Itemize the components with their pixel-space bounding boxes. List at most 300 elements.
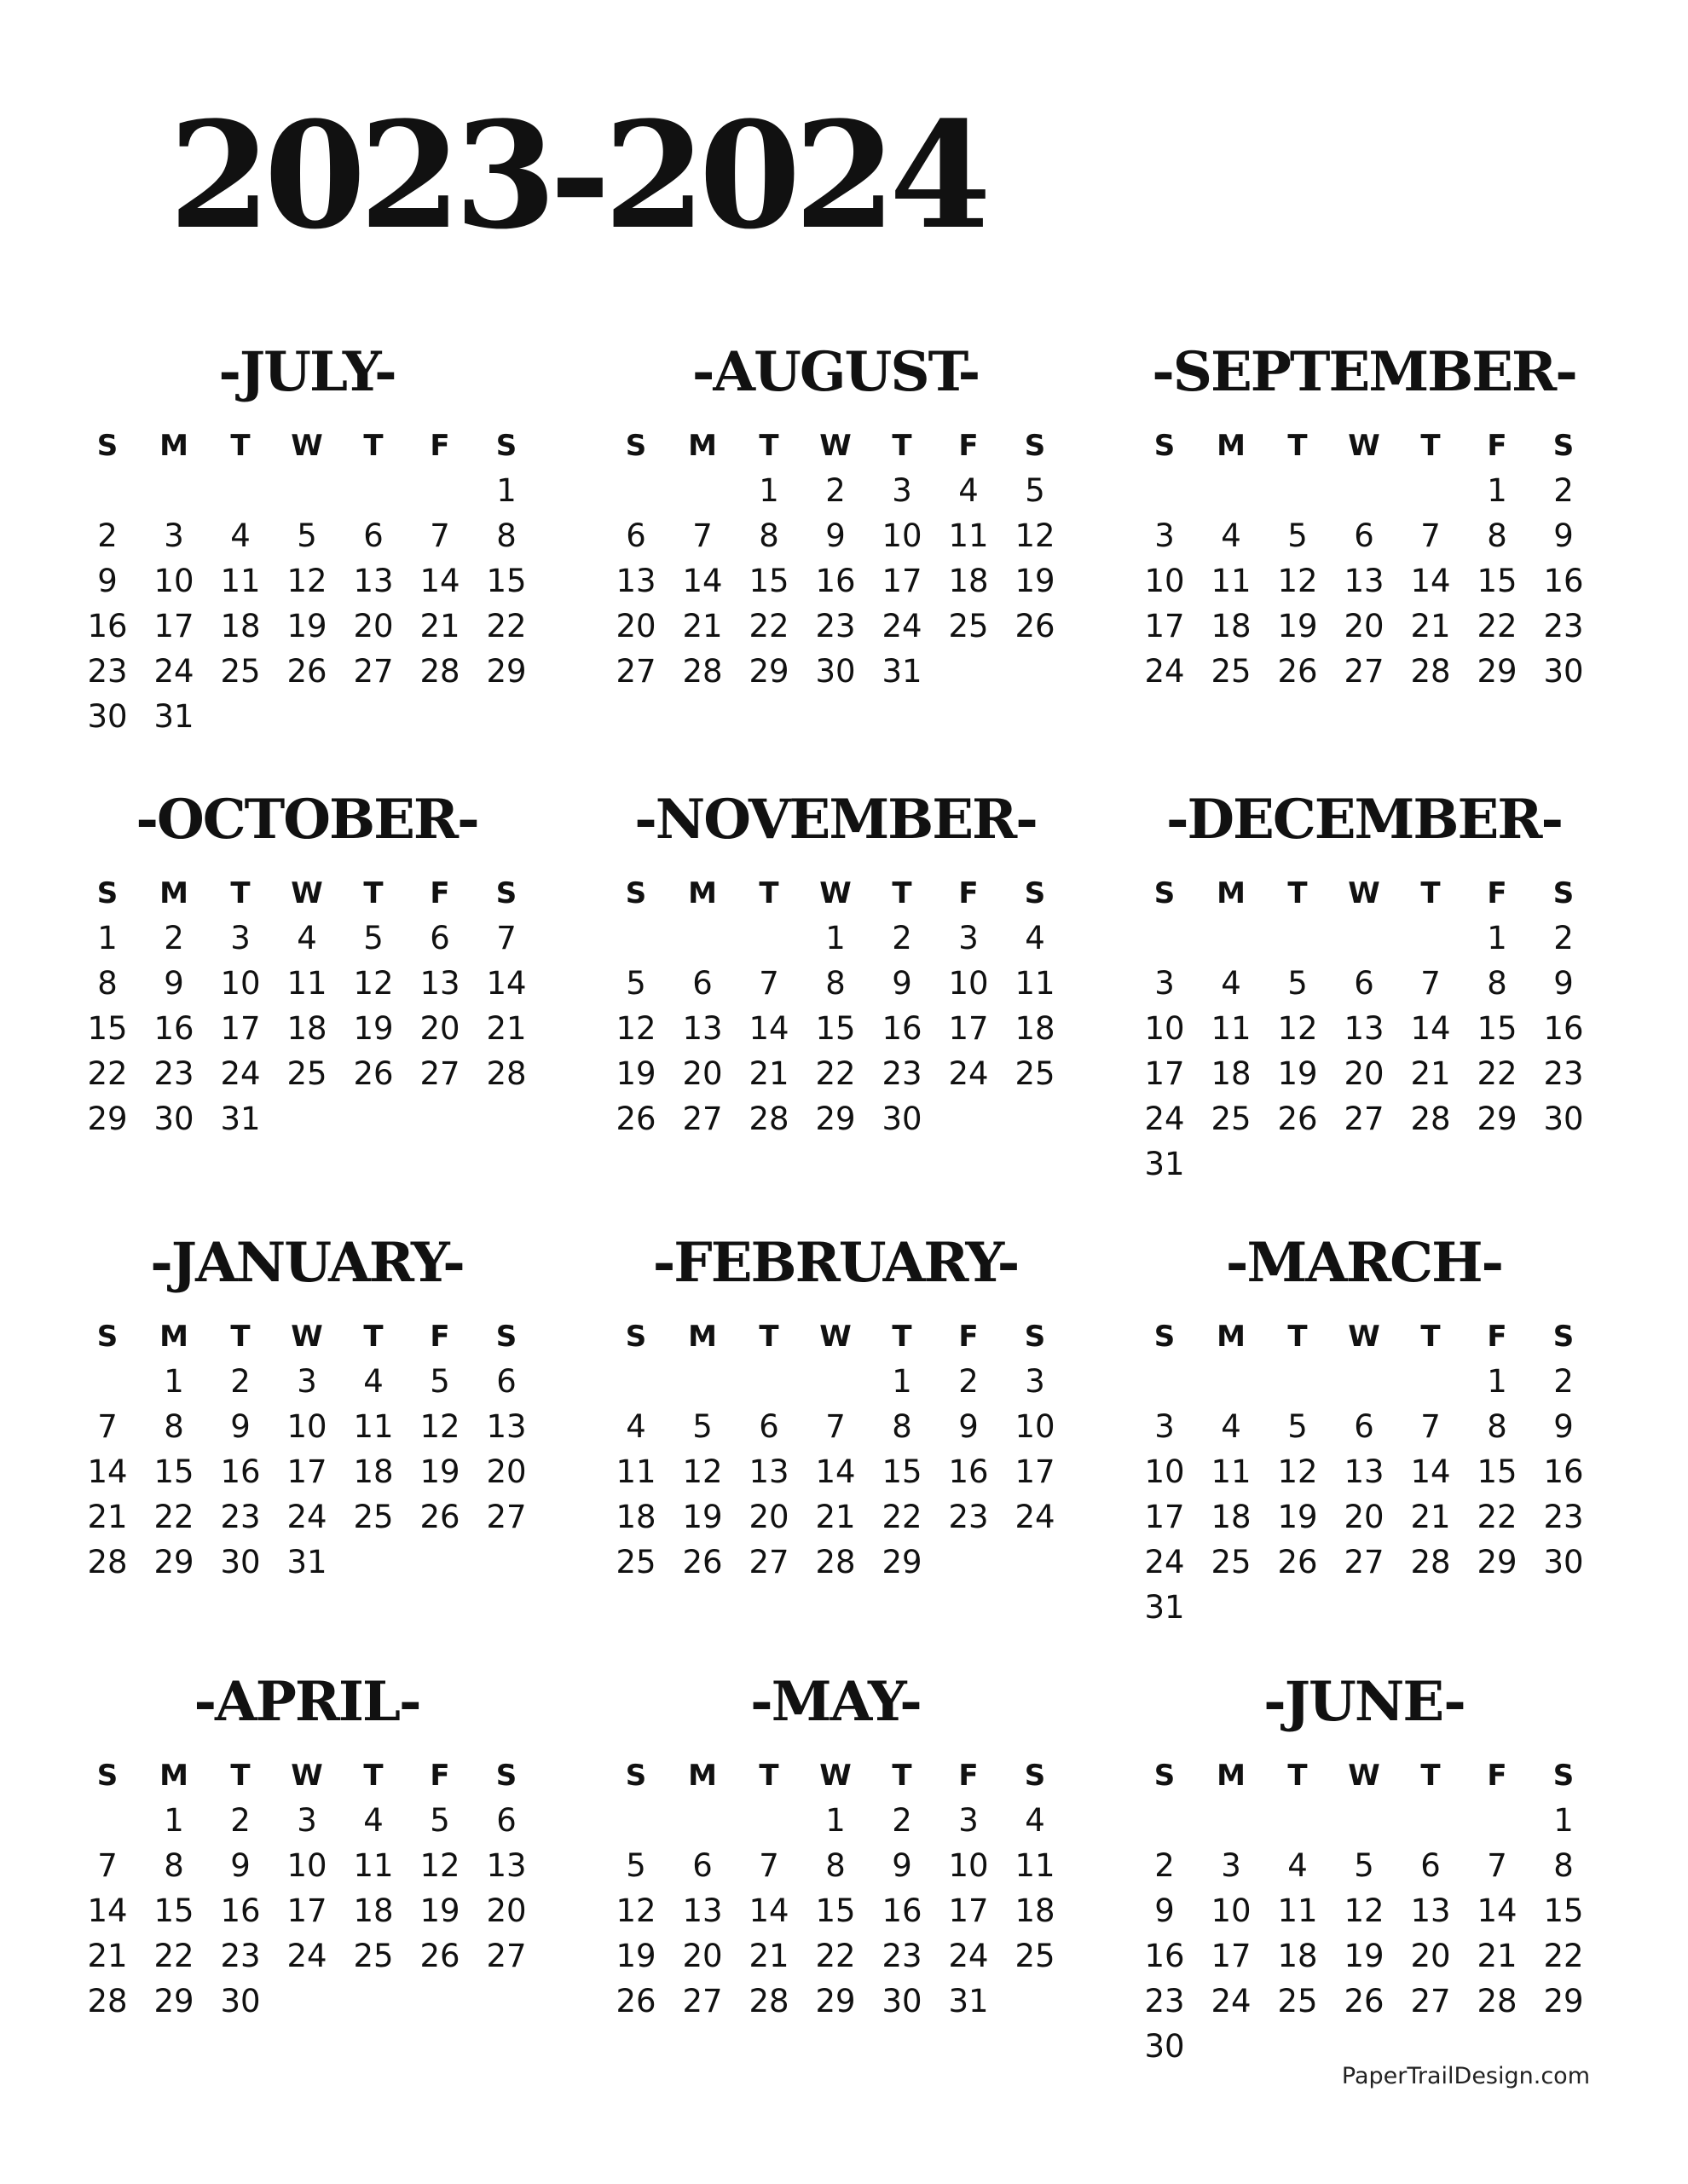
day-cell: 28 [1410,653,1451,690]
empty-cell [1198,1798,1264,1843]
day-cell: 19 [1277,608,1318,644]
day-cell: 17 [882,563,922,599]
month-block [1125,340,1603,694]
day-cell: 15 [87,1010,128,1047]
day-cell: 25 [1277,1983,1318,2019]
day-cell: 13 [1344,1010,1385,1047]
day-cell: 6 [692,1847,713,1884]
day-cell: 22 [153,1938,194,1974]
month-title: -MARCH- [1225,1231,1503,1295]
weekday-label: T [1420,876,1441,910]
day-cell: 19 [353,1010,394,1047]
day-cell: 30 [220,1983,261,2019]
weekday-label: F [1487,1320,1507,1354]
day-cell: 2 [97,517,118,554]
day-cell: 17 [1015,1453,1055,1490]
day-cell: 26 [1344,1983,1385,2019]
day-cell: 14 [87,1892,128,1929]
day-cell: 21 [749,1055,789,1092]
day-cell: 23 [1543,608,1584,644]
day-cell: 1 [825,920,846,956]
month-title: -AUGUST- [691,340,980,404]
day-cell: 27 [419,1055,460,1092]
day-cell: 4 [230,517,251,554]
weekday-label: F [1487,876,1507,910]
day-cell: 20 [1344,608,1385,644]
day-cell: 7 [97,1847,118,1884]
day-cell: 12 [1277,563,1318,599]
weekday-label: W [1348,876,1380,910]
day-cell: 6 [692,965,713,1002]
weekday-label: M [159,429,188,463]
month-title: -OCTOBER- [136,788,478,852]
day-cell: 9 [1553,965,1574,1002]
day-cell: 19 [1277,1055,1318,1092]
day-cell: 19 [286,608,327,644]
day-cell: 24 [1144,1544,1185,1580]
weekday-label: T [230,876,251,910]
day-cell: 12 [419,1847,460,1884]
day-cell: 21 [749,1938,789,1974]
day-cell: 4 [297,920,317,956]
weekday-label: S [495,1759,517,1793]
day-cell: 11 [1211,1453,1252,1490]
day-cell: 14 [1410,1453,1451,1490]
day-cell: 30 [87,698,128,735]
day-cell: 13 [749,1453,789,1490]
day-cell: 6 [496,1363,517,1400]
weekday-label: F [1487,429,1507,463]
day-cell: 12 [1277,1010,1318,1047]
weekday-label: M [159,1759,188,1793]
weekday-label: S [1024,876,1046,910]
day-cell: 6 [1354,517,1374,554]
empty-cell [340,468,407,513]
day-cell: 9 [958,1408,979,1445]
day-cell: 25 [220,653,261,690]
day-cell: 1 [97,920,118,956]
day-cell: 9 [97,563,118,599]
day-cell: 16 [153,1010,194,1047]
day-cell: 24 [1015,1499,1055,1535]
day-cell: 8 [1487,517,1507,554]
day-cell: 2 [892,920,912,956]
day-cell: 16 [1543,1010,1584,1047]
day-cell: 28 [1477,1983,1517,2019]
day-cell: 15 [153,1892,194,1929]
day-cell: 24 [1211,1983,1252,2019]
day-cell: 4 [1221,1408,1241,1445]
day-cell: 27 [616,653,656,690]
day-cell: 3 [1154,965,1175,1002]
empty-cell [1131,916,1198,961]
day-cell: 7 [825,1408,846,1445]
day-cell: 8 [164,1847,184,1884]
day-cell: 13 [616,563,656,599]
empty-cell [1131,1798,1198,1843]
day-cell: 13 [682,1892,723,1929]
empty-cell [736,916,802,961]
day-cell: 16 [1144,1938,1185,1974]
day-cell: 15 [153,1453,194,1490]
weekday-label: S [1024,1759,1046,1793]
day-cell: 26 [1277,1544,1318,1580]
weekday-label: S [96,1320,119,1354]
day-cell: 11 [353,1408,394,1445]
weekday-label: T [892,1320,912,1354]
day-cell: 27 [1344,1544,1385,1580]
day-cell: 22 [749,608,789,644]
day-cell: 6 [1420,1847,1441,1884]
day-cell: 11 [1015,965,1055,1002]
day-cell: 14 [419,563,460,599]
day-cell: 25 [1211,1101,1252,1137]
empty-cell [74,468,141,513]
day-cell: 5 [1287,517,1308,554]
day-cell: 15 [815,1892,856,1929]
day-cell: 23 [1144,1983,1185,2019]
weekday-label: T [892,1759,912,1793]
day-cell: 26 [1015,608,1055,644]
day-cell: 31 [1144,1589,1185,1626]
weekday-label: T [230,1320,251,1354]
day-cell: 3 [297,1363,317,1400]
day-cell: 15 [1543,1892,1584,1929]
day-cell: 5 [430,1802,450,1839]
day-cell: 8 [825,965,846,1002]
day-cell: 19 [682,1499,723,1535]
day-cell: 6 [430,920,450,956]
day-cell: 7 [496,920,517,956]
empty-cell [603,916,669,961]
day-cell: 20 [353,608,394,644]
day-cell: 7 [1420,1408,1441,1445]
month-grid [1125,871,1603,1187]
day-cell: 30 [882,1983,922,2019]
day-cell: 22 [153,1499,194,1535]
day-cell: 21 [87,1499,128,1535]
day-cell: 11 [286,965,327,1002]
day-cell: 6 [363,517,384,554]
day-cell: 1 [892,1363,912,1400]
weekday-label: W [1348,429,1380,463]
month-grid [597,1314,1074,1585]
weekday-label: S [1552,429,1575,463]
day-cell: 27 [682,1101,723,1137]
day-cell: 2 [1553,920,1574,956]
day-cell: 29 [882,1544,922,1580]
weekday-label: T [230,429,251,463]
day-cell: 17 [1144,608,1185,644]
weekday-label: S [96,429,119,463]
weekday-label: T [1287,876,1308,910]
day-cell: 2 [825,472,846,509]
month-grid [1125,1754,1603,2069]
day-cell: 4 [1221,517,1241,554]
day-cell: 16 [1543,563,1584,599]
day-cell: 8 [1487,965,1507,1002]
month-grid [1125,1314,1603,1630]
day-cell: 29 [1477,1101,1517,1137]
day-cell: 24 [286,1499,327,1535]
day-cell: 22 [815,1938,856,1974]
day-cell: 24 [948,1938,989,1974]
day-cell: 17 [948,1892,989,1929]
day-cell: 5 [1287,1408,1308,1445]
day-cell: 26 [616,1983,656,2019]
day-cell: 24 [1144,1101,1185,1137]
day-cell: 7 [1487,1847,1507,1884]
empty-cell [1331,1798,1397,1843]
day-cell: 10 [220,965,261,1002]
weekday-label: S [1153,1759,1176,1793]
day-cell: 30 [1543,653,1584,690]
day-cell: 20 [419,1010,460,1047]
month-block [1125,788,1603,1187]
day-cell: 4 [363,1363,384,1400]
day-cell: 20 [1344,1055,1385,1092]
weekday-label: F [430,429,450,463]
weekday-label: T [759,1320,779,1354]
day-cell: 22 [1477,608,1517,644]
day-cell: 14 [1477,1892,1517,1929]
empty-cell [669,1798,736,1843]
day-cell: 23 [882,1055,922,1092]
weekday-label: M [688,1759,717,1793]
day-cell: 19 [1344,1938,1385,1974]
day-cell: 24 [153,653,194,690]
day-cell: 6 [496,1802,517,1839]
empty-cell [736,1359,802,1404]
day-cell: 3 [1154,517,1175,554]
empty-cell [1131,1359,1198,1404]
day-cell: 21 [815,1499,856,1535]
empty-cell [669,1359,736,1404]
empty-cell [1198,468,1264,513]
empty-cell [603,1798,669,1843]
month-grid [68,871,546,1141]
weekday-label: F [958,876,979,910]
weekday-label: M [159,876,188,910]
day-cell: 5 [1025,472,1045,509]
empty-cell [1397,1798,1464,1843]
day-cell: 11 [1277,1892,1318,1929]
day-cell: 11 [353,1847,394,1884]
day-cell: 22 [87,1055,128,1092]
day-cell: 13 [419,965,460,1002]
empty-cell [74,1798,141,1843]
empty-cell [1397,916,1464,961]
weekday-label: M [1217,429,1246,463]
weekday-label: T [1420,1320,1441,1354]
day-cell: 28 [419,653,460,690]
day-cell: 13 [1344,1453,1385,1490]
month-block [597,340,1074,694]
day-cell: 20 [682,1055,723,1092]
day-cell: 20 [1410,1938,1451,1974]
weekday-label: S [1153,876,1176,910]
day-cell: 22 [815,1055,856,1092]
day-cell: 29 [87,1101,128,1137]
weekday-label: T [759,429,779,463]
weekday-label: W [291,1320,323,1354]
month-grid [68,1754,546,2024]
day-cell: 29 [486,653,527,690]
weekday-label: T [363,1320,384,1354]
day-cell: 15 [1477,1010,1517,1047]
day-cell: 12 [286,563,327,599]
empty-cell [1264,468,1331,513]
empty-cell [603,1359,669,1404]
day-cell: 9 [892,965,912,1002]
weekday-label: T [1287,1320,1308,1354]
day-cell: 31 [153,698,194,735]
day-cell: 29 [749,653,789,690]
month-block [1125,1231,1603,1630]
weekday-label: W [291,876,323,910]
month-block [68,1231,546,1585]
weekday-label: W [819,876,852,910]
day-cell: 29 [1543,1983,1584,2019]
day-cell: 17 [286,1453,327,1490]
empty-cell [1397,1359,1464,1404]
day-cell: 1 [759,472,779,509]
day-cell: 12 [1015,517,1055,554]
empty-cell [1264,916,1331,961]
day-cell: 14 [1410,563,1451,599]
weekday-label: S [625,876,647,910]
day-cell: 7 [1420,965,1441,1002]
day-cell: 3 [958,1802,979,1839]
day-cell: 25 [353,1499,394,1535]
day-cell: 22 [486,608,527,644]
empty-cell [1264,1798,1331,1843]
weekday-label: T [759,1759,779,1793]
weekday-label: S [495,1320,517,1354]
day-cell: 24 [286,1938,327,1974]
month-block [597,1670,1074,2024]
day-cell: 4 [1025,920,1045,956]
day-cell: 15 [486,563,527,599]
day-cell: 16 [1543,1453,1584,1490]
day-cell: 4 [958,472,979,509]
month-title: -JANUARY- [150,1231,464,1295]
weekday-label: T [363,876,384,910]
day-cell: 10 [1144,1010,1185,1047]
day-cell: 3 [164,517,184,554]
day-cell: 25 [616,1544,656,1580]
day-cell: 16 [882,1010,922,1047]
day-cell: 5 [363,920,384,956]
day-cell: 18 [1277,1938,1318,1974]
day-cell: 10 [1211,1892,1252,1929]
day-cell: 6 [1354,1408,1374,1445]
day-cell: 31 [220,1101,261,1137]
weekday-label: S [1552,1320,1575,1354]
month-title: -JULY- [218,340,396,404]
day-cell: 31 [1144,1146,1185,1182]
day-cell: 16 [948,1453,989,1490]
day-cell: 9 [1154,1892,1175,1929]
day-cell: 16 [882,1892,922,1929]
day-cell: 21 [682,608,723,644]
day-cell: 12 [353,965,394,1002]
day-cell: 23 [1543,1055,1584,1092]
day-cell: 4 [626,1408,646,1445]
day-cell: 27 [1344,1101,1385,1137]
day-cell: 25 [1211,653,1252,690]
day-cell: 10 [286,1847,327,1884]
weekday-label: F [1487,1759,1507,1793]
day-cell: 9 [164,965,184,1002]
day-cell: 12 [1277,1453,1318,1490]
day-cell: 23 [153,1055,194,1092]
day-cell: 22 [1543,1938,1584,1974]
month-title: -MAY- [750,1670,921,1734]
day-cell: 5 [1287,965,1308,1002]
day-cell: 5 [626,965,646,1002]
weekday-label: S [625,1320,647,1354]
day-cell: 17 [948,1010,989,1047]
footer-credit: PaperTrailDesign.com [1341,2063,1590,2089]
weekday-label: M [1217,1320,1246,1354]
day-cell: 22 [1477,1499,1517,1535]
day-cell: 30 [1543,1101,1584,1137]
day-cell: 10 [948,965,989,1002]
weekday-label: S [96,1759,119,1793]
day-cell: 20 [486,1453,527,1490]
day-cell: 9 [230,1847,251,1884]
day-cell: 13 [353,563,394,599]
empty-cell [1331,1359,1397,1404]
month-title: -JUNE- [1263,1670,1465,1734]
day-cell: 23 [220,1499,261,1535]
empty-cell [141,468,207,513]
day-cell: 16 [220,1453,261,1490]
day-cell: 18 [353,1453,394,1490]
day-cell: 19 [616,1055,656,1092]
day-cell: 18 [353,1892,394,1929]
day-cell: 24 [948,1055,989,1092]
weekday-label: S [1552,1759,1575,1793]
day-cell: 8 [496,517,517,554]
day-cell: 30 [815,653,856,690]
weekday-label: W [819,1320,852,1354]
month-grid [597,1754,1074,2024]
day-cell: 11 [948,517,989,554]
month-title: -NOVEMBER- [634,788,1037,852]
day-cell: 19 [419,1453,460,1490]
day-cell: 21 [1410,608,1451,644]
day-cell: 14 [749,1892,789,1929]
day-cell: 25 [1211,1544,1252,1580]
month-block [597,1231,1074,1585]
day-cell: 8 [1487,1408,1507,1445]
day-cell: 19 [616,1938,656,1974]
day-cell: 28 [486,1055,527,1092]
weekday-label: F [958,1320,979,1354]
day-cell: 10 [882,517,922,554]
day-cell: 9 [230,1408,251,1445]
day-cell: 19 [419,1892,460,1929]
weekday-label: T [759,876,779,910]
day-cell: 29 [815,1101,856,1137]
day-cell: 21 [486,1010,527,1047]
day-cell: 15 [749,563,789,599]
day-cell: 2 [1553,1363,1574,1400]
weekday-label: M [1217,1759,1246,1793]
weekday-label: W [291,1759,323,1793]
